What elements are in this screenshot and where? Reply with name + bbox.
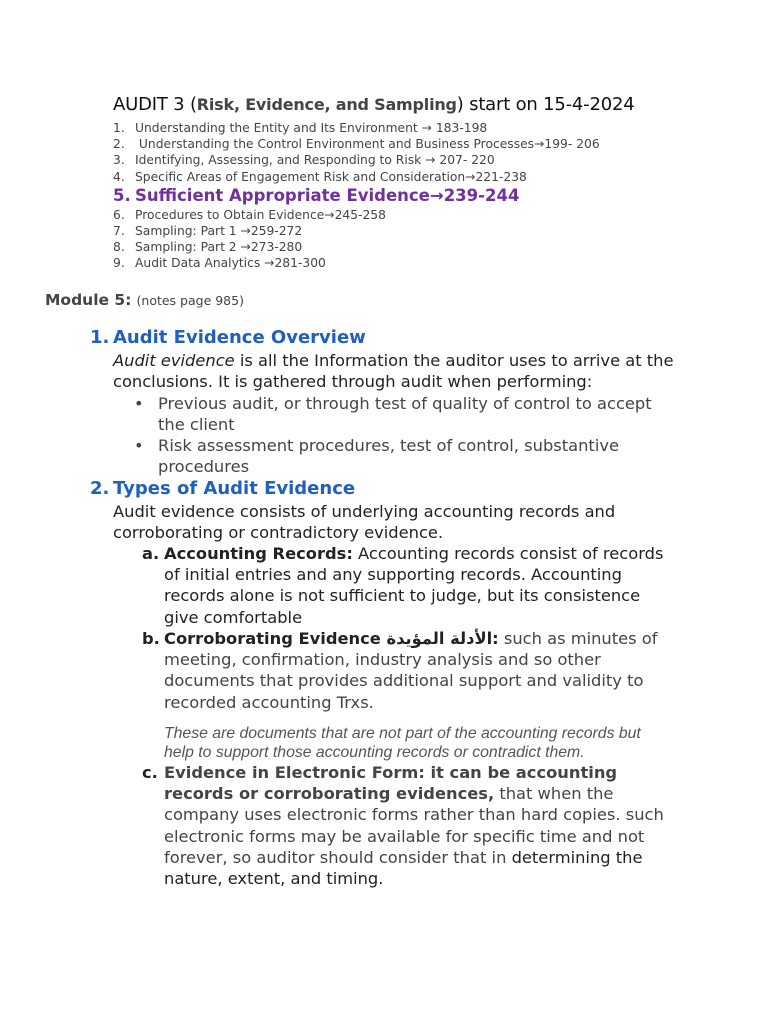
module-label: Module 5: (45, 291, 132, 309)
evidence-type-electronic: c. Evidence in Electronic Form: it can be accounting records or corroborating evidences, that when the company uses electronic forms rather than hard copies. such electronic forms may be available for specific time and not forever, so auditor should consider that in determining the nature, extent, and timing. (142, 763, 664, 889)
module-heading (45, 290, 244, 309)
section-2-intro: Audit evidence consists of underlying accounting records and corroborating or contradictory evidence. (113, 502, 616, 542)
module-list-item: 1. Understanding the Entity and Its Environment → 183-198 (113, 121, 488, 135)
bullet-item: • Risk assessment procedures, test of control, substantive procedures (134, 436, 619, 476)
module-list-item: 3. Identifying, Assessing, and Responding to Risk → 207- 220 (113, 153, 495, 168)
document-title (113, 94, 635, 115)
title-subject: Risk, Evidence, and Sampling (196, 95, 457, 114)
bullet-item: • Previous audit, or through test of quality of control to accept the client (134, 394, 652, 434)
module-list-item: 9. Audit Data Analytics →281-300 (113, 256, 326, 271)
evidence-type-corroborating: b. Corroborating Evidence الأدلة المؤيدة: such as minutes of meeting, confirmation, industry analysis and so other documents that provides additional support and validity to recorded accounting Trxs. (142, 629, 658, 712)
title-suffix: ) start on 15-4-2024 (456, 94, 635, 115)
module-list-item-current: 5. Sufficient Appropriate Evidence→239-244 (113, 185, 520, 205)
section-1-intro: Audit evidence is all the Information the auditor uses to arrive at the conclusions. It is gathered through audit when performing: (113, 351, 674, 391)
module-list (113, 120, 600, 272)
module-notes: (notes page 985) (136, 293, 244, 308)
section-2-heading: 2. Types of Audit Evidence (90, 478, 356, 499)
evidence-type-accounting-records: a. Accounting Records: Accounting records consist of records of initial entries and any supporting records. Accounting records alone is not sufficient to judge, but its consistence give comfortable (142, 544, 664, 627)
corroborating-note: These are documents that are not part of the accounting records but help to support those accounting records or contradict them. (164, 725, 641, 761)
module-list-item: 6. Procedures to Obtain Evidence→245-258 (113, 207, 386, 222)
module-list-item: 4. Specific Areas of Engagement Risk and Consideration→221-238 (113, 169, 527, 184)
module-list-item: 8. Sampling: Part 2 →273-280 (113, 240, 303, 255)
module-list-item: 7. Sampling: Part 1 →259-272 (113, 224, 303, 239)
title-prefix: AUDIT 3 ( (113, 94, 197, 115)
module-list-item: 2. Understanding the Control Environment and Business Processes→199- 206 (113, 137, 600, 152)
section-1-heading: 1. Audit Evidence Overview (90, 327, 366, 348)
